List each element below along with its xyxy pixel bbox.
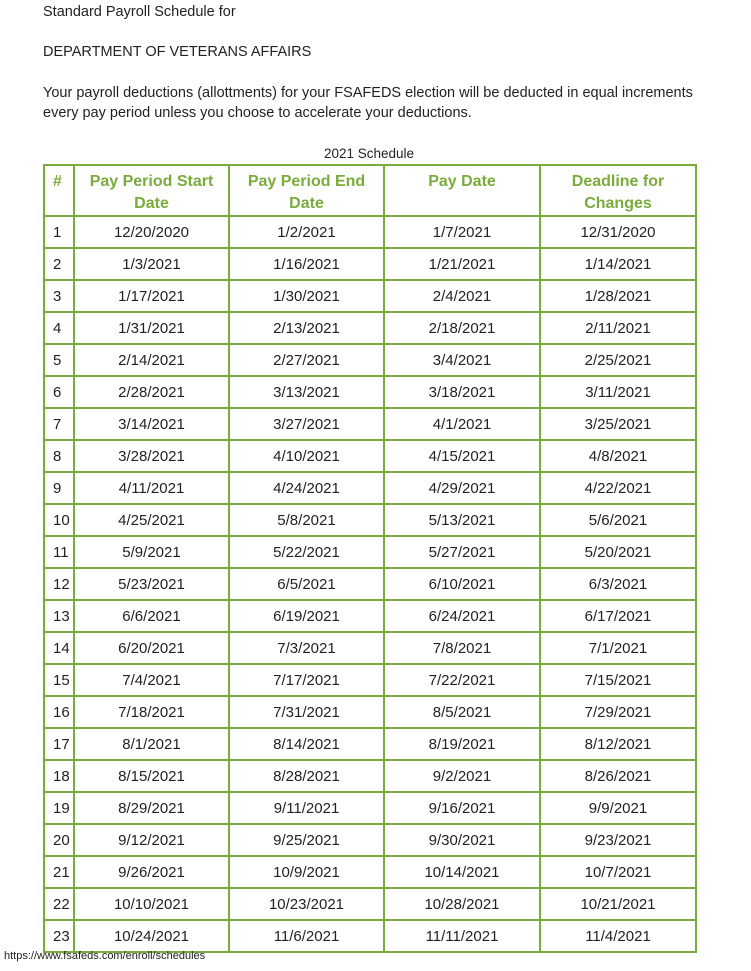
cell-number: 20 xyxy=(44,824,74,856)
cell-number: 3 xyxy=(44,280,74,312)
table-row xyxy=(44,216,696,248)
header-start-date: Pay Period Start Date xyxy=(74,165,229,216)
cell-end-date: 5/8/2021 xyxy=(229,504,384,536)
table-row xyxy=(44,888,696,920)
table-row xyxy=(44,504,696,536)
cell-pay-date: 1/21/2021 xyxy=(384,248,540,280)
cell-deadline: 3/25/2021 xyxy=(540,408,696,440)
cell-number: 10 xyxy=(44,504,74,536)
schedule-header-row xyxy=(44,165,696,216)
cell-number: 18 xyxy=(44,760,74,792)
table-row xyxy=(44,280,696,312)
cell-number: 21 xyxy=(44,856,74,888)
schedule-body xyxy=(44,216,696,952)
cell-start-date: 4/25/2021 xyxy=(74,504,229,536)
table-row xyxy=(44,248,696,280)
cell-end-date: 8/28/2021 xyxy=(229,760,384,792)
cell-start-date: 10/24/2021 xyxy=(74,920,229,952)
cell-start-date: 8/29/2021 xyxy=(74,792,229,824)
cell-deadline: 2/11/2021 xyxy=(540,312,696,344)
cell-pay-date: 10/28/2021 xyxy=(384,888,540,920)
cell-start-date: 8/1/2021 xyxy=(74,728,229,760)
table-row xyxy=(44,632,696,664)
cell-deadline: 7/29/2021 xyxy=(540,696,696,728)
cell-pay-date: 4/29/2021 xyxy=(384,472,540,504)
cell-end-date: 4/10/2021 xyxy=(229,440,384,472)
cell-start-date: 7/18/2021 xyxy=(74,696,229,728)
cell-end-date: 9/11/2021 xyxy=(229,792,384,824)
cell-start-date: 12/20/2020 xyxy=(74,216,229,248)
cell-end-date: 5/22/2021 xyxy=(229,536,384,568)
cell-pay-date: 9/30/2021 xyxy=(384,824,540,856)
cell-start-date: 1/3/2021 xyxy=(74,248,229,280)
cell-pay-date: 10/14/2021 xyxy=(384,856,540,888)
cell-pay-date: 7/22/2021 xyxy=(384,664,540,696)
cell-end-date: 6/19/2021 xyxy=(229,600,384,632)
cell-deadline: 1/28/2021 xyxy=(540,280,696,312)
cell-start-date: 10/10/2021 xyxy=(74,888,229,920)
cell-start-date: 1/17/2021 xyxy=(74,280,229,312)
cell-end-date: 10/9/2021 xyxy=(229,856,384,888)
cell-start-date: 4/11/2021 xyxy=(74,472,229,504)
cell-number: 17 xyxy=(44,728,74,760)
cell-pay-date: 5/27/2021 xyxy=(384,536,540,568)
cell-deadline: 8/12/2021 xyxy=(540,728,696,760)
cell-number: 5 xyxy=(44,344,74,376)
cell-end-date: 7/17/2021 xyxy=(229,664,384,696)
cell-pay-date: 11/11/2021 xyxy=(384,920,540,952)
cell-start-date: 2/28/2021 xyxy=(74,376,229,408)
cell-deadline: 7/1/2021 xyxy=(540,632,696,664)
cell-deadline: 6/17/2021 xyxy=(540,600,696,632)
cell-start-date: 5/9/2021 xyxy=(74,536,229,568)
cell-number: 19 xyxy=(44,792,74,824)
cell-deadline: 12/31/2020 xyxy=(540,216,696,248)
header-end-date: Pay Period End Date xyxy=(229,165,384,216)
cell-end-date: 2/27/2021 xyxy=(229,344,384,376)
cell-pay-date: 4/1/2021 xyxy=(384,408,540,440)
cell-pay-date: 5/13/2021 xyxy=(384,504,540,536)
cell-pay-date: 7/8/2021 xyxy=(384,632,540,664)
table-row xyxy=(44,536,696,568)
intro-line-description-1: Your payroll deductions (allottments) for your FSAFEDS election will be deducted in equal increments xyxy=(43,85,693,101)
cell-end-date: 2/13/2021 xyxy=(229,312,384,344)
cell-start-date: 9/12/2021 xyxy=(74,824,229,856)
table-row xyxy=(44,312,696,344)
cell-number: 13 xyxy=(44,600,74,632)
intro-line-description-2: every pay period unless you choose to accelerate your deductions. xyxy=(43,105,472,121)
cell-pay-date: 3/18/2021 xyxy=(384,376,540,408)
cell-deadline: 9/23/2021 xyxy=(540,824,696,856)
table-row xyxy=(44,664,696,696)
cell-pay-date: 4/15/2021 xyxy=(384,440,540,472)
table-row xyxy=(44,728,696,760)
table-row xyxy=(44,824,696,856)
cell-deadline: 8/26/2021 xyxy=(540,760,696,792)
cell-number: 6 xyxy=(44,376,74,408)
cell-deadline: 4/22/2021 xyxy=(540,472,696,504)
cell-pay-date: 6/10/2021 xyxy=(384,568,540,600)
intro-line-title: Standard Payroll Schedule for xyxy=(43,4,236,20)
cell-end-date: 11/6/2021 xyxy=(229,920,384,952)
cell-number: 7 xyxy=(44,408,74,440)
cell-end-date: 1/16/2021 xyxy=(229,248,384,280)
header-deadline: Deadline for Changes xyxy=(540,165,696,216)
cell-deadline: 5/20/2021 xyxy=(540,536,696,568)
table-row xyxy=(44,920,696,952)
cell-pay-date: 2/4/2021 xyxy=(384,280,540,312)
cell-start-date: 8/15/2021 xyxy=(74,760,229,792)
table-row xyxy=(44,472,696,504)
header-pay-date: Pay Date xyxy=(384,165,540,216)
cell-pay-date: 8/5/2021 xyxy=(384,696,540,728)
cell-number: 11 xyxy=(44,536,74,568)
cell-number: 23 xyxy=(44,920,74,952)
cell-end-date: 3/27/2021 xyxy=(229,408,384,440)
table-row xyxy=(44,408,696,440)
cell-deadline: 5/6/2021 xyxy=(540,504,696,536)
header-number: # xyxy=(44,165,74,216)
cell-deadline: 9/9/2021 xyxy=(540,792,696,824)
cell-number: 9 xyxy=(44,472,74,504)
cell-start-date: 3/28/2021 xyxy=(74,440,229,472)
cell-start-date: 3/14/2021 xyxy=(74,408,229,440)
cell-end-date: 7/31/2021 xyxy=(229,696,384,728)
cell-number: 12 xyxy=(44,568,74,600)
table-row xyxy=(44,376,696,408)
cell-end-date: 1/30/2021 xyxy=(229,280,384,312)
schedule-table xyxy=(43,164,697,953)
cell-start-date: 7/4/2021 xyxy=(74,664,229,696)
cell-start-date: 9/26/2021 xyxy=(74,856,229,888)
cell-number: 16 xyxy=(44,696,74,728)
cell-end-date: 9/25/2021 xyxy=(229,824,384,856)
table-row xyxy=(44,600,696,632)
cell-start-date: 2/14/2021 xyxy=(74,344,229,376)
table-row xyxy=(44,440,696,472)
cell-end-date: 1/2/2021 xyxy=(229,216,384,248)
schedule-caption: 2021 Schedule xyxy=(323,146,415,161)
cell-start-date: 6/6/2021 xyxy=(74,600,229,632)
cell-deadline: 6/3/2021 xyxy=(540,568,696,600)
cell-number: 14 xyxy=(44,632,74,664)
cell-pay-date: 3/4/2021 xyxy=(384,344,540,376)
cell-deadline: 3/11/2021 xyxy=(540,376,696,408)
cell-deadline: 7/15/2021 xyxy=(540,664,696,696)
cell-deadline: 11/4/2021 xyxy=(540,920,696,952)
cell-pay-date: 9/16/2021 xyxy=(384,792,540,824)
cell-number: 22 xyxy=(44,888,74,920)
cell-pay-date: 8/19/2021 xyxy=(384,728,540,760)
cell-end-date: 4/24/2021 xyxy=(229,472,384,504)
footer-url: https://www.fsafeds.com/enroll/schedules xyxy=(4,950,206,962)
cell-number: 2 xyxy=(44,248,74,280)
cell-deadline: 10/21/2021 xyxy=(540,888,696,920)
cell-number: 8 xyxy=(44,440,74,472)
cell-end-date: 10/23/2021 xyxy=(229,888,384,920)
cell-end-date: 7/3/2021 xyxy=(229,632,384,664)
cell-end-date: 8/14/2021 xyxy=(229,728,384,760)
cell-pay-date: 1/7/2021 xyxy=(384,216,540,248)
cell-deadline: 4/8/2021 xyxy=(540,440,696,472)
table-row xyxy=(44,792,696,824)
cell-deadline: 10/7/2021 xyxy=(540,856,696,888)
cell-number: 4 xyxy=(44,312,74,344)
cell-end-date: 6/5/2021 xyxy=(229,568,384,600)
cell-deadline: 1/14/2021 xyxy=(540,248,696,280)
cell-pay-date: 9/2/2021 xyxy=(384,760,540,792)
cell-number: 1 xyxy=(44,216,74,248)
table-row xyxy=(44,856,696,888)
cell-start-date: 1/31/2021 xyxy=(74,312,229,344)
table-row xyxy=(44,696,696,728)
cell-end-date: 3/13/2021 xyxy=(229,376,384,408)
table-row xyxy=(44,568,696,600)
cell-number: 15 xyxy=(44,664,74,696)
table-row xyxy=(44,344,696,376)
table-row xyxy=(44,760,696,792)
intro-line-department: DEPARTMENT OF VETERANS AFFAIRS xyxy=(43,44,312,60)
cell-start-date: 5/23/2021 xyxy=(74,568,229,600)
cell-pay-date: 2/18/2021 xyxy=(384,312,540,344)
cell-start-date: 6/20/2021 xyxy=(74,632,229,664)
cell-deadline: 2/25/2021 xyxy=(540,344,696,376)
cell-pay-date: 6/24/2021 xyxy=(384,600,540,632)
